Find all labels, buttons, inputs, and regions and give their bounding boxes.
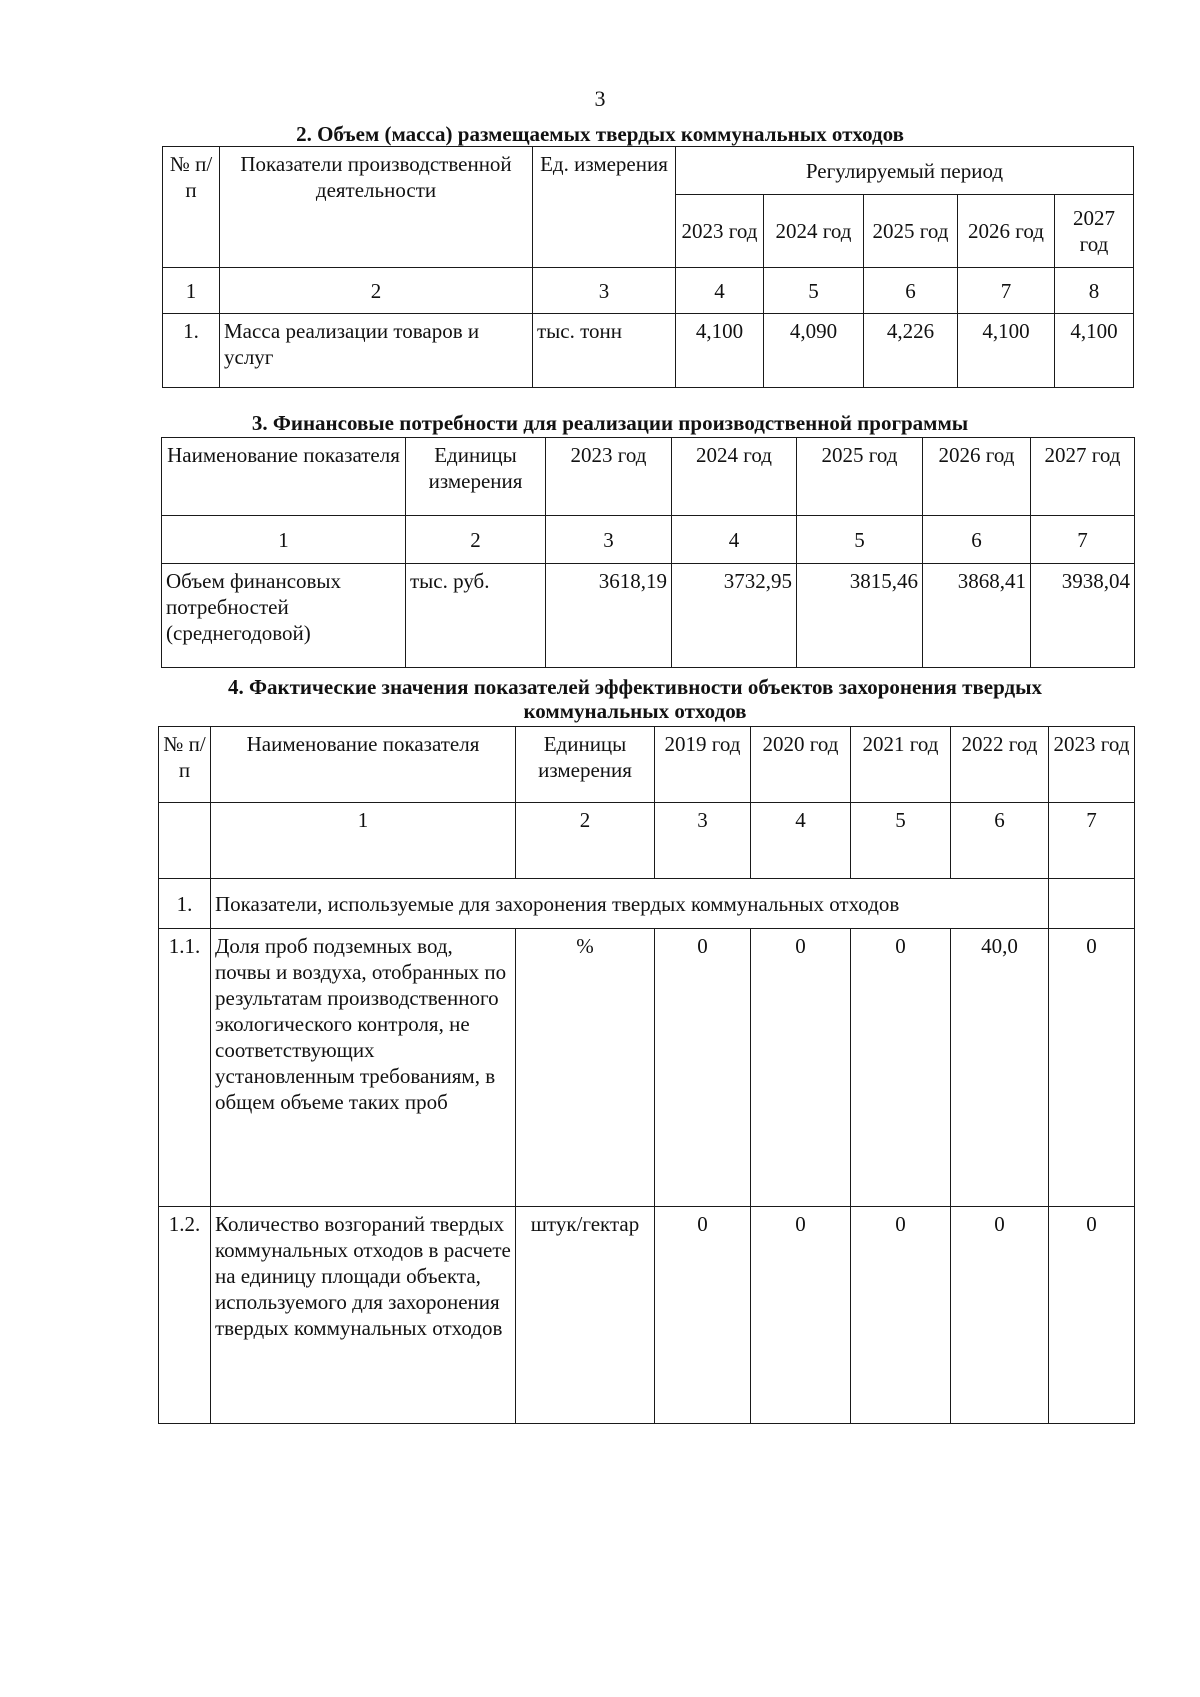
row-value: 4,226 [864, 314, 958, 388]
col-number: 1 [162, 516, 406, 564]
col-number: 5 [797, 516, 923, 564]
header-year: 2019 год [655, 727, 751, 803]
col-number: 6 [923, 516, 1031, 564]
col-number: 5 [764, 268, 864, 314]
row-value: 0 [751, 929, 851, 1207]
header-year: 2022 год [951, 727, 1049, 803]
row-value: 0 [851, 1207, 951, 1424]
col-number: 7 [958, 268, 1055, 314]
row-value: 3618,19 [546, 564, 672, 668]
col-number: 2 [516, 803, 655, 879]
row-value: 0 [851, 929, 951, 1207]
col-number: 4 [751, 803, 851, 879]
header-year: 2024 год [764, 195, 864, 268]
section-4-title [140, 675, 1130, 723]
row-num: 1. [163, 314, 220, 388]
header-year: 2026 год [958, 195, 1055, 268]
row-value: 3732,95 [672, 564, 797, 668]
col-number: 8 [1055, 268, 1134, 314]
row-indicator: Масса реализации товаров и услуг [220, 314, 533, 388]
header-year: 2023 год [676, 195, 764, 268]
row-value: 0 [655, 929, 751, 1207]
row-value: 0 [951, 1207, 1049, 1424]
header-year: 2024 год [672, 438, 797, 516]
col-number: 4 [672, 516, 797, 564]
header-year: 2026 год [923, 438, 1031, 516]
col-number-empty [159, 803, 211, 879]
col-number: 6 [864, 268, 958, 314]
header-unit: Единицы измерения [516, 727, 655, 803]
row-unit: тыс. руб. [406, 564, 546, 668]
row-num: 1.2. [159, 1207, 211, 1424]
header-period: Регулируемый период [676, 147, 1134, 195]
section-3-title: 3. Финансовые потребности для реализации производственной программы [251, 411, 969, 435]
row-value: 4,100 [676, 314, 764, 388]
row-num: 1.1. [159, 929, 211, 1207]
row-value: 4,100 [1055, 314, 1134, 388]
group-num: 1. [159, 879, 211, 929]
col-number: 3 [655, 803, 751, 879]
row-unit: тыс. тонн [533, 314, 676, 388]
row-value: 3938,04 [1031, 564, 1135, 668]
col-number: 6 [951, 803, 1049, 879]
header-year: 2021 год [851, 727, 951, 803]
col-number: 1 [211, 803, 516, 879]
row-name: Объем финансовых потребностей (среднегодовой) [162, 564, 406, 668]
section-2-table [162, 146, 1134, 388]
group-label: Показатели, используемые для захоронения твердых коммунальных отходов [211, 879, 1049, 929]
col-number: 5 [851, 803, 951, 879]
section-4-table [158, 726, 1135, 1424]
col-number: 7 [1031, 516, 1135, 564]
header-year: 2023 год [546, 438, 672, 516]
row-value: 0 [751, 1207, 851, 1424]
group-empty-cell [1049, 879, 1135, 929]
section-4-title-line-2: коммунальных отходов [523, 699, 747, 723]
header-year: 2025 год [864, 195, 958, 268]
row-value: 3815,46 [797, 564, 923, 668]
header-name: Наименование показателя [162, 438, 406, 516]
row-name: Доля проб подземных вод, почвы и воздуха, отобранных по результатам производственного экологического контроля, не соответствующих установленным требованиям, в общем объеме таких проб [211, 929, 516, 1207]
header-num: № п/п [159, 727, 211, 803]
col-number: 2 [406, 516, 546, 564]
row-value: 4,100 [958, 314, 1055, 388]
row-value: 40,0 [951, 929, 1049, 1207]
col-number: 3 [533, 268, 676, 314]
row-value: 0 [655, 1207, 751, 1424]
section-2-title: 2. Объем (масса) размещаемых твердых коммунальных отходов [296, 122, 904, 146]
header-name: Наименование показателя [211, 727, 516, 803]
row-name: Количество возгораний твердых коммунальных отходов в расчете на единицу площади объекта, используемого для захоронения твердых коммунальных отходов [211, 1207, 516, 1424]
header-year: 2027 год [1055, 195, 1134, 268]
col-number: 2 [220, 268, 533, 314]
header-year: 2025 год [797, 438, 923, 516]
section-3-table [161, 437, 1135, 668]
row-value: 0 [1049, 929, 1135, 1207]
header-year: 2020 год [751, 727, 851, 803]
header-year: 2027 год [1031, 438, 1135, 516]
row-value: 3868,41 [923, 564, 1031, 668]
col-number: 7 [1049, 803, 1135, 879]
col-number: 3 [546, 516, 672, 564]
row-unit: штук/гектар [516, 1207, 655, 1424]
header-unit: Ед. измерения [533, 147, 676, 268]
col-number: 1 [163, 268, 220, 314]
row-value: 0 [1049, 1207, 1135, 1424]
header-num: № п/п [163, 147, 220, 268]
col-number: 4 [676, 268, 764, 314]
row-value: 4,090 [764, 314, 864, 388]
header-unit: Единицы измерения [406, 438, 546, 516]
page-number: 3 [594, 86, 606, 111]
section-4-title-line-1: 4. Фактические значения показателей эффективности объектов захоронения твердых [227, 675, 1043, 699]
header-year: 2023 год [1049, 727, 1135, 803]
header-indicator: Показатели производственной деятельности [220, 147, 533, 268]
row-unit: % [516, 929, 655, 1207]
